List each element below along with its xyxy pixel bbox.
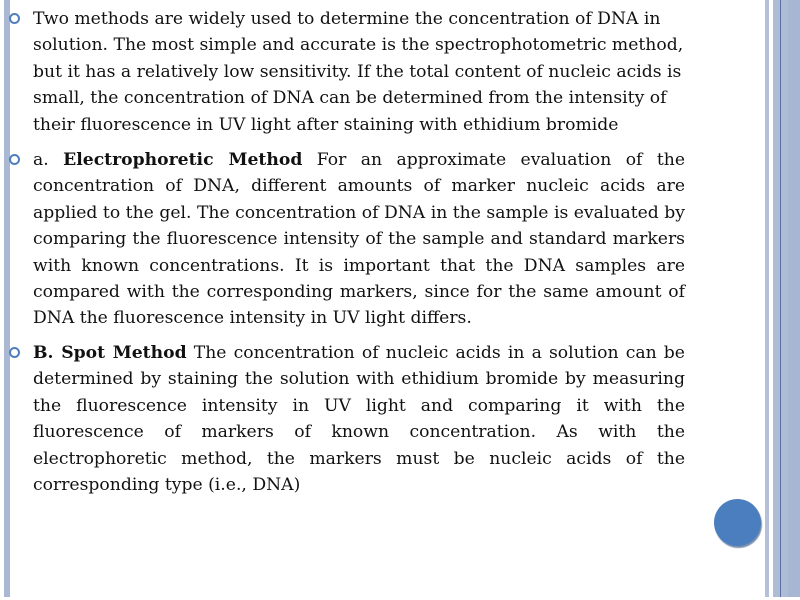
right-decorative-line [780, 0, 781, 597]
paragraph-electrophoretic-method [33, 147, 685, 332]
paragraph-spot-method [33, 340, 685, 498]
right-decorative-thin-bar [765, 0, 769, 597]
bullet-icon [9, 154, 20, 165]
bullet-icon [9, 347, 20, 358]
paragraph-text: The concentration of nucleic acids in a solution can be determined by staining the solution with ethidium bromide by measuring the fluorescence intensity in UV light and comparing it with the fluorescence of markers of known concentration. As with the electrophoretic method, the markers must be nucleic acids of the corresponding type (i.e., DNA) [33, 342, 685, 495]
paragraph-intro [33, 6, 685, 138]
left-decorative-bar [4, 0, 10, 597]
paragraph-prefix: a. [33, 150, 64, 171]
blue-circle-decoration [714, 499, 761, 546]
slide-content [33, 6, 685, 498]
right-decorative-band-inner [788, 0, 800, 597]
paragraph-text: For an approximate evaluation of the concentration of DNA, different amounts of marker nucleic acids are applied to the gel. The concentration of DNA in the sample is evaluated by comparing the fluorescence intensity of the sample and standard markers with known concentrations. It is important that the DNA samples are compared with the corresponding markers, since for the same amount of DNA the fluorescence intensity in UV light differs. [33, 150, 685, 329]
bullet-icon [9, 13, 20, 24]
paragraph-heading: Electrophoretic Method [63, 150, 303, 171]
paragraph-text: Two methods are widely used to determine the concentration of DNA in solution. The most simple and accurate is the spectrophotometric method, but it has a relatively low sensitivity. If the total content of nucleic acids is small, the concentration of DNA can be determined from the intensity of their fluorescence in UV light after staining with ethidium bromide [33, 9, 684, 135]
paragraph-heading: B. Spot Method [33, 342, 187, 363]
